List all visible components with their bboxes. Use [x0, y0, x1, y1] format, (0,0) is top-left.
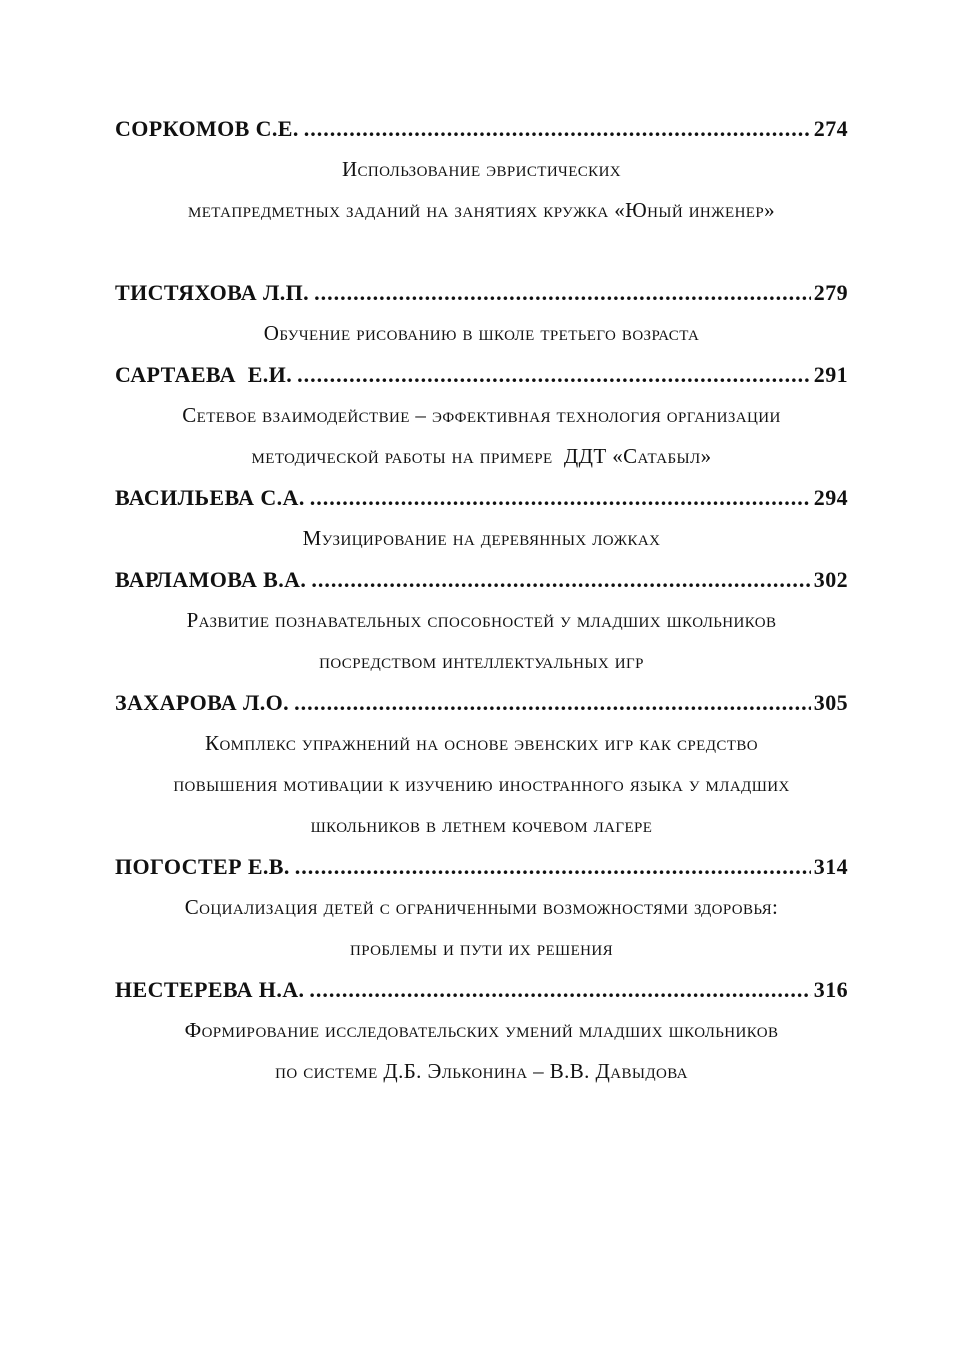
toc-entry-head: [115, 559, 848, 600]
article-title-line: школьников в летнем кочевом лагере: [310, 813, 653, 837]
toc-entry-head: [115, 477, 848, 518]
page-number: 314: [813, 854, 848, 879]
page-number: 291: [813, 362, 848, 387]
toc-entry-head: [115, 846, 848, 887]
article-title-line: методической работы на примере ДДТ «Сатабыл»: [251, 444, 712, 468]
dot-leader: [309, 969, 810, 1010]
page-number: 279: [813, 280, 848, 305]
author-name: ВАРЛАМОВА В.А.: [115, 567, 307, 592]
article-title-line: Сетевое взаимодействие – эффективная технология организации: [182, 403, 781, 427]
dot-leader: [297, 354, 811, 395]
dot-leader: [310, 477, 811, 518]
article-title-line: Развитие познавательных способностей у младших школьников: [186, 608, 777, 632]
author-name: ВАСИЛЬЕВА С.А.: [115, 485, 305, 510]
article-title-line: Формирование исследовательских умений младших школьников: [184, 1018, 779, 1042]
article-title-line: посредством интеллектуальных игр: [319, 649, 644, 673]
author-name: ТИСТЯХОВА Л.П.: [115, 280, 310, 305]
toc-entry: [115, 682, 848, 846]
toc-entry-head: [115, 969, 848, 1010]
dot-leader: [294, 682, 811, 723]
toc-entry: [115, 477, 848, 559]
toc-entry: [115, 354, 848, 477]
dot-leader: [295, 846, 811, 887]
dot-leader: [304, 108, 811, 149]
toc-entry: [115, 969, 848, 1092]
page-number: 305: [813, 690, 848, 715]
article-title-line: Использование эвристических: [341, 157, 622, 181]
article-title-line: Обучение рисованию в школе третьего возраста: [263, 321, 700, 345]
toc-entry: [115, 559, 848, 682]
author-name: САРТАЕВА Е.И.: [115, 362, 293, 387]
toc-entry: [115, 108, 848, 231]
author-name: НЕСТЕРЕВА Н.А.: [115, 977, 305, 1002]
article-title-line: по системе Д.Б. Эльконина – В.В. Давыдова: [275, 1059, 688, 1083]
toc-entry-head: [115, 354, 848, 395]
blank-line-spacer: [115, 231, 848, 272]
author-name: СОРКОМОВ С.Е.: [115, 116, 299, 141]
page-number: 294: [813, 485, 848, 510]
toc-entry-head: [115, 108, 848, 149]
article-title-line: проблемы и пути их решения: [350, 936, 613, 960]
dot-leader: [314, 272, 811, 313]
article-title-line: Музицирование на деревянных ложках: [302, 526, 661, 550]
author-name: ПОГОСТЕР Е.В.: [115, 854, 290, 879]
article-title-line: повышения мотивации к изучению иностранного языка у младших: [173, 772, 790, 796]
author-name: ЗАХАРОВА Л.О.: [115, 690, 290, 715]
toc-entry: [115, 272, 848, 354]
article-title-line: метапредметных заданий на занятиях кружка «Юный инженер»: [187, 198, 776, 222]
toc-entry-head: [115, 272, 848, 313]
article-title-line: Комплекс упражнений на основе эвенских игр как средство: [205, 731, 758, 755]
page-number: 316: [813, 977, 848, 1002]
toc-entry: [115, 846, 848, 969]
page-number: 274: [813, 116, 848, 141]
page-number: 302: [813, 567, 848, 592]
article-title-line: Социализация детей с ограниченными возможностями здоровья:: [184, 895, 779, 919]
dot-leader: [311, 559, 810, 600]
toc-entry-head: [115, 682, 848, 723]
